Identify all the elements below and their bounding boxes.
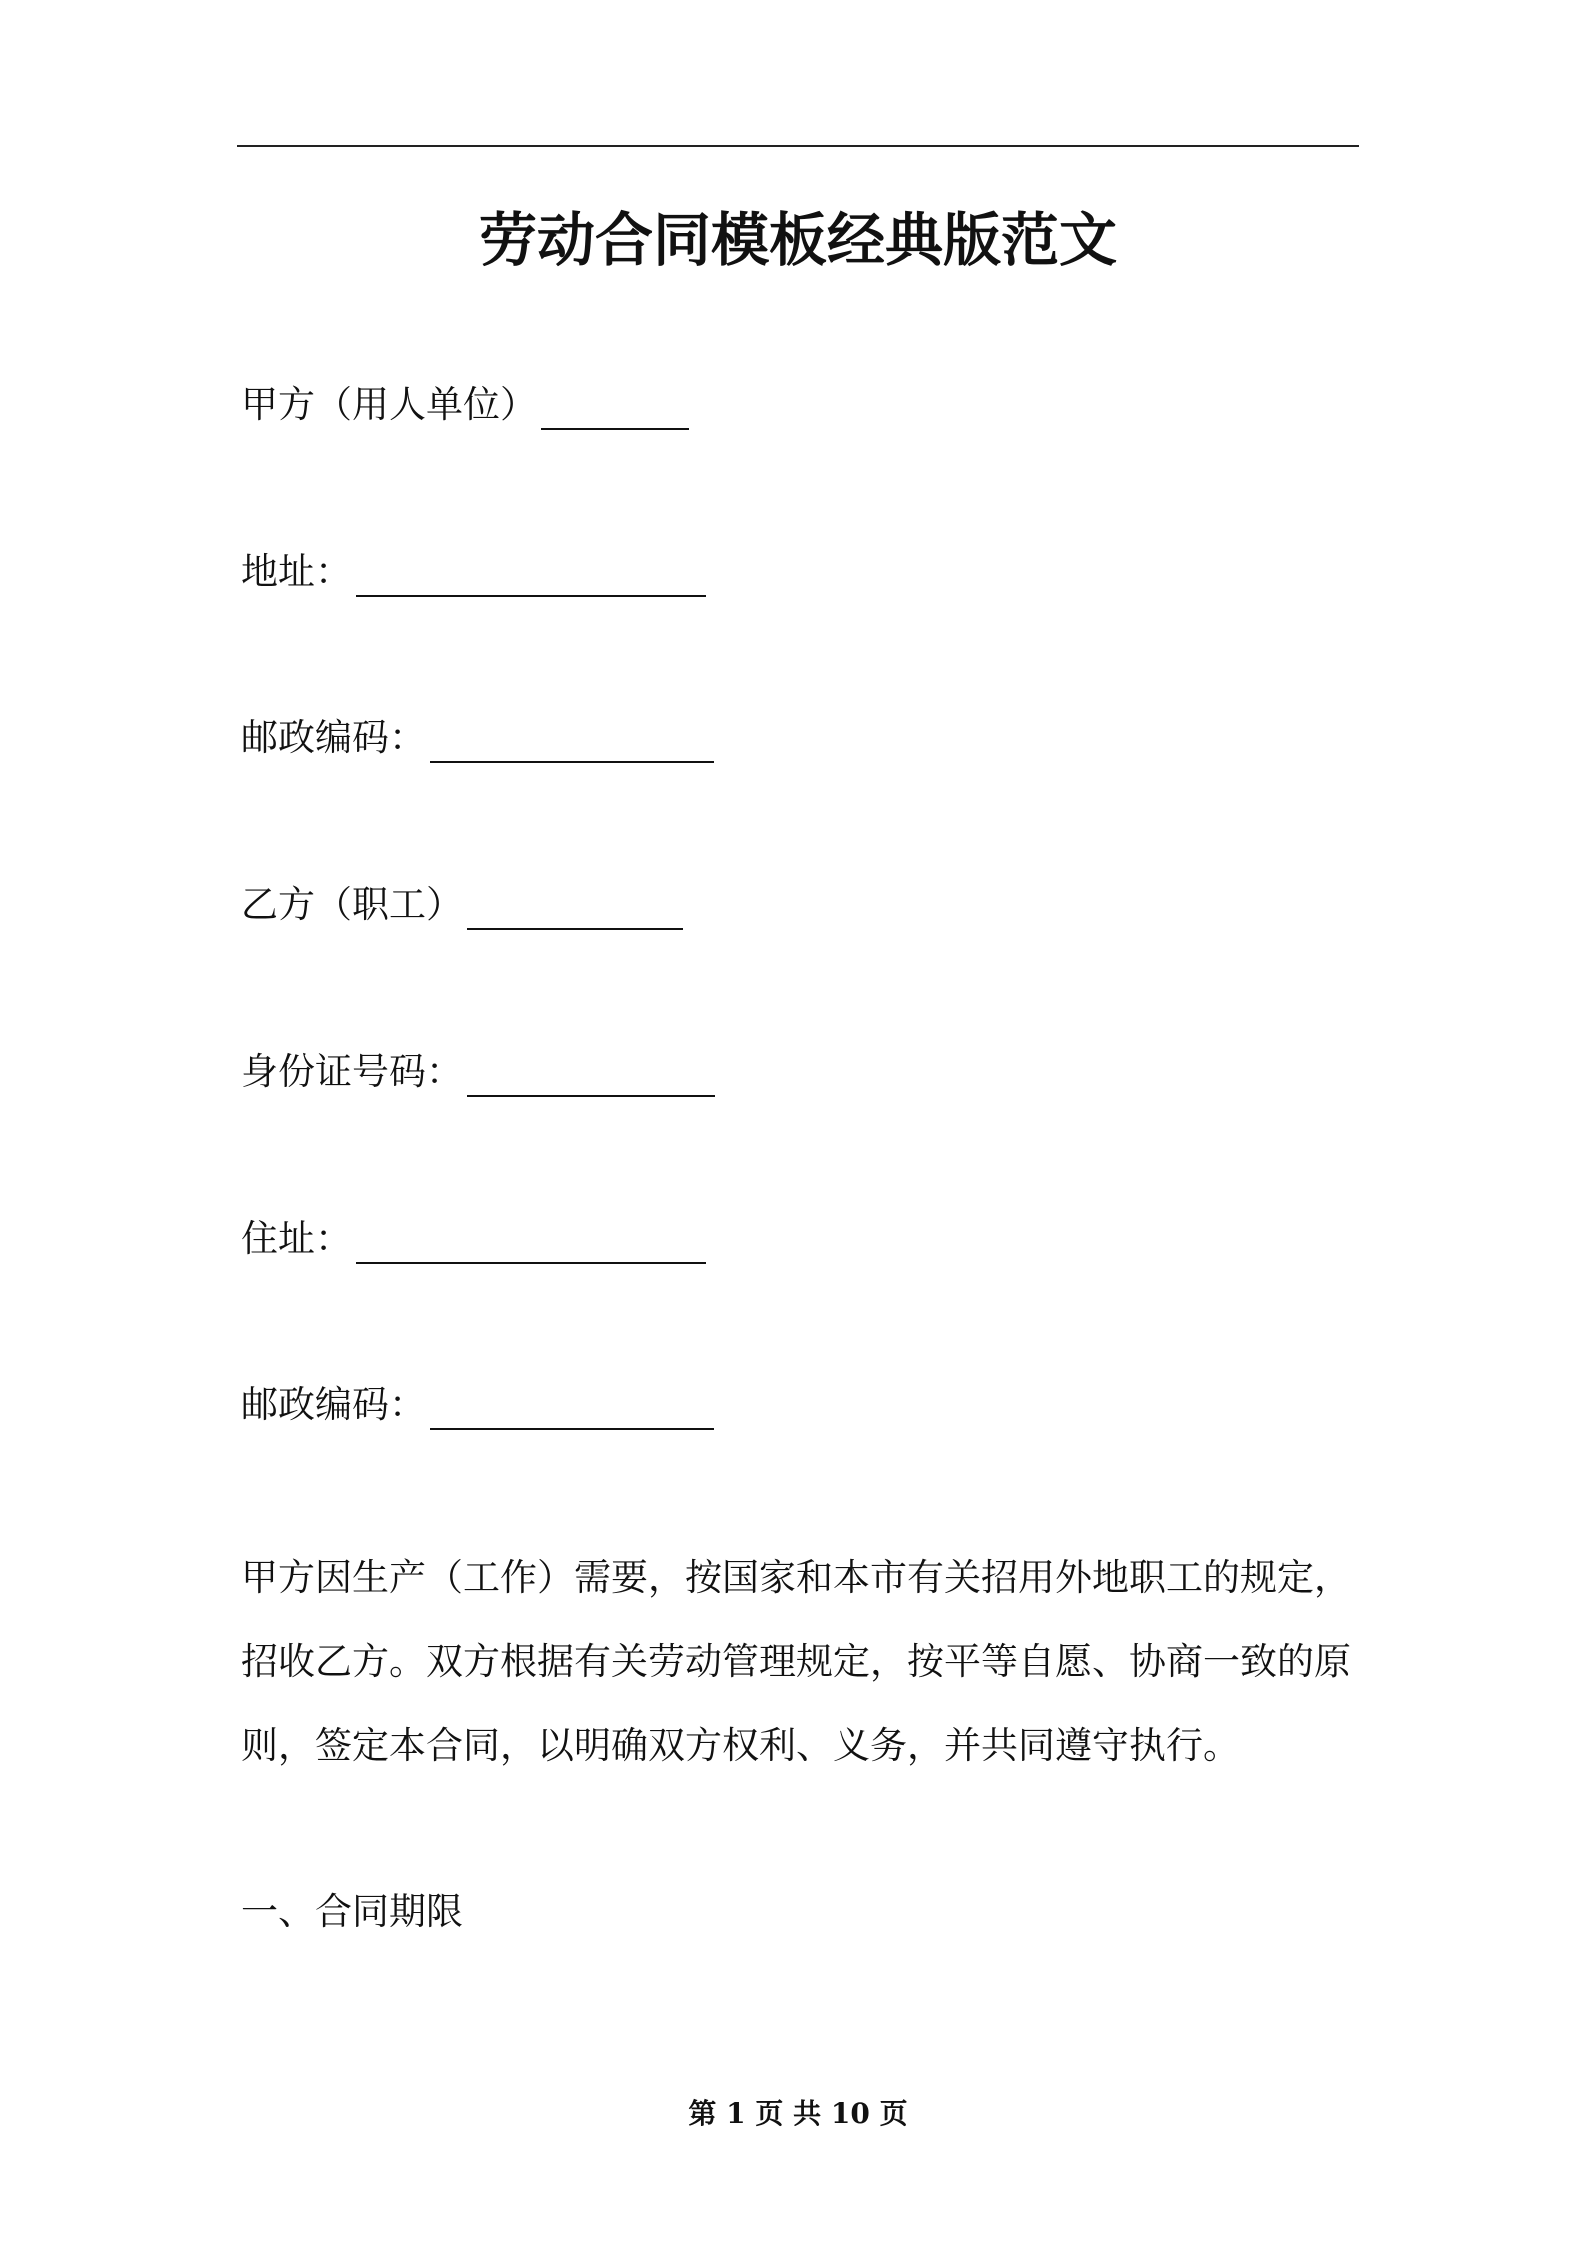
page-footer: 第 1 页 共 10 页 xyxy=(688,2097,908,2130)
field-postcode-employee-blank[interactable] xyxy=(430,1390,714,1430)
field-id-number-label: 身份证号码： xyxy=(241,1050,463,1093)
paragraph-line: 则，签定本合同，以明确双方权利、义务，并共同遵守执行。 xyxy=(241,1724,1240,1767)
field-postcode-employer-label: 邮政编码： xyxy=(241,716,426,759)
field-residence xyxy=(241,1214,706,1264)
field-postcode-employer xyxy=(241,713,714,763)
field-employee-blank[interactable] xyxy=(467,890,683,930)
preamble-paragraph xyxy=(241,1536,1366,1788)
header-rule xyxy=(237,145,1359,147)
field-id-number-blank[interactable] xyxy=(467,1057,715,1097)
field-address-label: 地址： xyxy=(241,550,352,593)
field-employer-label: 甲方（用人单位） xyxy=(241,383,537,426)
field-address-blank[interactable] xyxy=(356,557,706,597)
field-address xyxy=(241,547,706,597)
paragraph-line: 招收乙方。双方根据有关劳动管理规定，按平等自愿、协商一致的原 xyxy=(241,1640,1351,1683)
field-residence-blank[interactable] xyxy=(356,1224,706,1264)
section-heading: 一、合同期限 xyxy=(241,1890,463,1933)
paragraph-line: 甲方因生产（工作）需要，按国家和本市有关招用外地职工的规定， xyxy=(241,1556,1351,1599)
field-employee-label: 乙方（职工） xyxy=(241,883,463,926)
field-id-number xyxy=(241,1047,715,1097)
field-employee xyxy=(241,880,683,930)
field-postcode-employer-blank[interactable] xyxy=(430,723,714,763)
field-employer xyxy=(241,380,689,430)
field-residence-label: 住址： xyxy=(241,1217,352,1260)
field-employer-blank[interactable] xyxy=(541,390,689,430)
field-postcode-employee xyxy=(241,1380,714,1430)
field-postcode-employee-label: 邮政编码： xyxy=(241,1383,426,1426)
document-title: 劳动合同模板经典版范文 xyxy=(478,206,1117,274)
